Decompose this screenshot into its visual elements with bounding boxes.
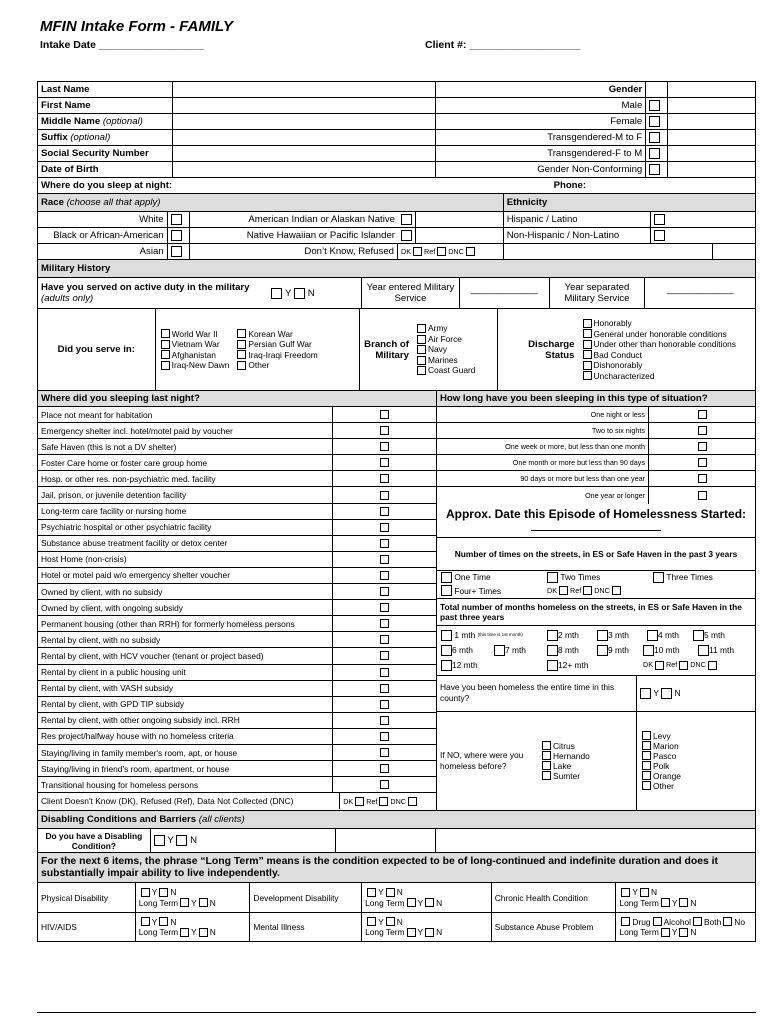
sleeping-option-checkbox[interactable]: [380, 732, 389, 741]
howlong-option-checkbox[interactable]: [698, 458, 707, 467]
active-duty-yes-checkbox[interactable]: [271, 288, 282, 299]
client-number-label: Client #:: [425, 39, 467, 51]
sleeping-dk-checkbox[interactable]: [355, 797, 364, 806]
sleeping-option-checkbox[interactable]: [380, 474, 389, 483]
sleeping-option-label: Rental by client, with GPD TIP subsidy: [38, 697, 333, 712]
discharge-uncharacterized-checkbox[interactable]: [583, 371, 592, 380]
sleeping-option-label: Res project/halfway house with no homeless criteria: [38, 729, 333, 744]
sleeping-ref-checkbox[interactable]: [379, 797, 388, 806]
sleeping-option-label: Hosp. or other res. non-psychiatric med. facility: [38, 471, 333, 486]
disabling-question: Do you have a Disabling Condition?: [38, 829, 151, 852]
gender-ftm-checkbox[interactable]: [649, 148, 660, 159]
war-iraq-new-dawn-checkbox[interactable]: [161, 361, 170, 370]
sleeping-option-checkbox[interactable]: [380, 748, 389, 757]
episode-start-label: Approx. Date this Episode of Homelessness Started:: [445, 506, 747, 521]
times-label: Number of times on the streets, in ES or Safe Haven in the past 3 years: [454, 548, 738, 559]
ethnicity-heading: Ethnicity: [506, 197, 548, 208]
ethnicity-hispanic-checkbox[interactable]: [654, 214, 665, 225]
race-heading: Race: [41, 197, 64, 208]
months-9-checkbox[interactable]: [597, 645, 608, 656]
race-asian-checkbox[interactable]: [171, 246, 182, 257]
months-11-checkbox[interactable]: [698, 645, 709, 656]
months-8-checkbox[interactable]: [547, 645, 558, 656]
intake-form: Last Name Gender First Name Male Middle Name (optional) Female Suffix (optional) Transgendered-M to F Social Security Number Transgendered-F to M Date of Birth Gender Non-Conforming Where do you sleep at night: Phone: Race (choose all that apply) Ethnicity White American Indian or Alaskan Native Hispanic / Latino Black or African-American Native Hawaiian or Pacific Islander Non-Hispanic / Non-Latino Asian Don’t Know, Refused DK Ref DNC Military History Have you served on active duty in the military (adults only) Y N Year entered Military Service ——————— Year separated Military Service ——————— Did you serve in: World War II Vietnam War Afghanistan Iraq-New Dawn Korean War Persian Gulf War Iraq-Iraqi Freedom Other Branch of Military Army Air Force Navy Marines Coast Guard Discharge Status Honorably General under honorable conditions Under other than honorable conditions Bad Conduct Dishonorably Uncharacterized Where did you sleeping last night? Place not meant for habitation Emergency shelter incl. hotel/motel paid by voucher Safe Haven (this is not a DV shelter) Foster Care home or foster care group home Hosp. or other res. non-psychiatric med. facility Jail, prison, or juvenile detention facility Long-term care facility or nursing home Psychiatric hospital or other psychiatric facility Substance abuse treatment facility or detox center Host Home (non-crisis) Hotel or motel paid w/o emergency shelter voucher Owned by client, with no subsidy Owned by client, with ongoing subsidy Permanent housing (other than RRH) for formerly homeless persons Rental by client, with no subsidy Rental by client, with HCV voucher (tenant or project based) Rental by client in a public housing unit Rental by client, with VASH subsidy Rental by client, with GPD TIP subsidy Rental by client, with other ongoing subsidy incl. RRH Res project/halfway house with no homeless criteria Staying/living in family member's room, apt, or house Staying/living in friend's room, apartment, or house Transitional housing for homeless persons Client Doesn't Know (DK), Refused (Ref), Data Not Collected (DNC) DK Ref DNC How long have you been sleeping in this type of situation? One night or less Two to six nights One week or more, but less than one month One month or more but less than 90 days 90 days or more but less than one year One year or longer Approx. Date this Episode of Homelessness Started: Number of times on the streets, in ES or Safe Haven in the past 3 years One Time Two Times Three Times Four+ Times DK Ref DNC Total number of months homeless on the streets, in ES or Safe Haven in the past three years 1 mth (this time is 1st month) 2 mth 3 mth 4 mth 5 mth 6 mth 7 mth 8 mth 9 mth 10 mth 11 mth 12 mth 12+ mth DK Ref DNC Have you been homeless the entire time in this county? Y N If NO, where were you homeless before? Citrus Hernando Lake Sumter Levy Marion Pasco Polk Orange Other Disabling Conditions and Barriers (all clients) Do you have a Disabling Condition? Y N For the next 6 items, the phrase “Long Term” means is the condition expected to be of long-continued and indefinite duration and does it substantially impair ability to live independently. Physical Disability Y N Long Term Y N Development Disability Y N Long Term Y N Chronic Health Condition Y N Long Term Y N HIV/AIDS Y N Long Term Y N Mental Illness Y N Long Term Y N Substance Abuse Problem Drug Alcohol Both No Long Term Y N: [37, 81, 756, 942]
gender-male-label: Male: [436, 98, 646, 113]
months-4-checkbox[interactable]: [647, 630, 658, 641]
disability-0-yes-checkbox[interactable]: [141, 888, 150, 897]
substance-no-checkbox[interactable]: [723, 917, 732, 926]
sleeping-option-label: Rental by client, with VASH subsidy: [38, 681, 333, 696]
intake-date-field[interactable]: __________________: [98, 39, 205, 51]
disability-1-no-checkbox[interactable]: [386, 888, 395, 897]
form-title: MFIN Intake Form - FAMILY: [40, 18, 234, 35]
sleeping-option-row: [38, 632, 436, 648]
entire-time-no-checkbox[interactable]: [661, 688, 672, 699]
sleeping-option-checkbox[interactable]: [380, 442, 389, 451]
disability-4-longterm-no-checkbox[interactable]: [425, 928, 434, 937]
discharge-dishonorably-checkbox[interactable]: [583, 361, 592, 370]
dob-label: Date of Birth: [38, 162, 173, 177]
county-option: Orange: [640, 771, 681, 781]
intake-date-label: Intake Date: [40, 39, 97, 51]
howlong-option-row: [437, 471, 755, 487]
war-persian-gulf-checkbox[interactable]: [237, 340, 246, 349]
year-separated-field[interactable]: ———————: [666, 287, 734, 299]
sleeping-option-checkbox[interactable]: [380, 684, 389, 693]
howlong-option-label: One night or less: [437, 407, 649, 422]
race-black-checkbox[interactable]: [171, 230, 182, 241]
ssn-label: Social Security Number: [38, 146, 173, 161]
disability-3-longterm-no-checkbox[interactable]: [199, 928, 208, 937]
sleeping-location-list: [38, 391, 437, 810]
disability-3-longterm-yes-checkbox[interactable]: [180, 928, 189, 937]
howlong-heading: How long have you been sleeping in this type of situation?: [440, 393, 708, 404]
sleeping-option-label: Jail, prison, or juvenile detention facility: [38, 487, 333, 502]
county-citrus-checkbox[interactable]: [542, 741, 551, 750]
sleeping-option-row: Client Doesn't Know (DK), Refused (Ref), Data Not Collected (DNC) DK Ref DNC: [38, 793, 436, 809]
months-2-checkbox[interactable]: [547, 630, 558, 641]
war-ww2-checkbox[interactable]: [161, 329, 170, 338]
county-option: Other: [640, 781, 674, 791]
times-dk-checkbox[interactable]: [559, 586, 568, 595]
county-option: Marion: [640, 741, 679, 751]
disability-2-longterm-no-checkbox[interactable]: [679, 898, 688, 907]
disability-1-longterm-no-checkbox[interactable]: [425, 898, 434, 907]
sleeping-option-row: [38, 761, 436, 777]
middle-name-field[interactable]: [173, 114, 436, 129]
sleeping-option-checkbox[interactable]: [380, 619, 389, 628]
entire-time-yes-checkbox[interactable]: [640, 688, 651, 699]
disability-0-longterm-no-checkbox[interactable]: [199, 898, 208, 907]
branch-navy-checkbox[interactable]: [417, 345, 426, 354]
year-entered-field[interactable]: ———————: [460, 278, 550, 308]
sleeping-option-row: [38, 455, 436, 471]
disability-3-no-checkbox[interactable]: [159, 917, 168, 926]
sleeping-option-row: [38, 729, 436, 745]
discharge-general-checkbox[interactable]: [583, 329, 592, 338]
dob-field[interactable]: [173, 162, 436, 177]
howlong-option-row: [437, 407, 755, 423]
howlong-option-checkbox[interactable]: [698, 442, 707, 451]
entire-time-question: Have you been homeless the entire time in this county?: [437, 676, 637, 711]
sleeping-option-checkbox[interactable]: [380, 764, 389, 773]
race-ref-checkbox[interactable]: [437, 247, 446, 256]
sleeping-option-label: Rental by client in a public housing unit: [38, 665, 333, 680]
times-four-plus-checkbox[interactable]: [441, 585, 452, 596]
footer-rule: [37, 1012, 756, 1013]
sleeping-option-label: Hotel or motel paid w/o emergency shelter voucher: [38, 568, 333, 583]
sleeping-option-label: Long-term care facility or nursing home: [38, 504, 333, 519]
disabling-yes-checkbox[interactable]: [154, 835, 165, 846]
disability-0-no-checkbox[interactable]: [159, 888, 168, 897]
county-hernando-checkbox[interactable]: [542, 751, 551, 760]
sleeping-option-row: [38, 487, 436, 503]
branch-air-force-checkbox[interactable]: [417, 335, 426, 344]
sleeping-option-label: Owned by client, with ongoing subsidy: [38, 600, 333, 615]
military-heading: Military History: [41, 263, 111, 274]
ethnicity-non-hispanic-checkbox[interactable]: [654, 230, 665, 241]
branch-coast-guard-checkbox[interactable]: [417, 366, 426, 375]
sleeping-option-label: Transitional housing for homeless persons: [38, 777, 333, 792]
disability-2-yes-checkbox[interactable]: [621, 888, 630, 897]
disability-label: Physical Disability: [38, 883, 136, 912]
race-dk-checkbox[interactable]: [413, 247, 422, 256]
county-option: Hernando: [540, 751, 590, 761]
branch-marines-checkbox[interactable]: [417, 356, 426, 365]
sleeping-option-row: [38, 745, 436, 761]
sleeping-option-row: [38, 568, 436, 584]
war-iraq-freedom-checkbox[interactable]: [237, 350, 246, 359]
substance-alcohol-checkbox[interactable]: [653, 917, 662, 926]
war-vietnam-checkbox[interactable]: [161, 340, 170, 349]
sleeping-option-checkbox[interactable]: [380, 458, 389, 467]
sleeping-option-checkbox[interactable]: [380, 716, 389, 725]
county-marion-checkbox[interactable]: [642, 741, 651, 750]
sleeping-option-checkbox[interactable]: [380, 426, 389, 435]
race-white-checkbox[interactable]: [171, 214, 182, 225]
sleeping-option-checkbox[interactable]: [380, 587, 389, 596]
howlong-option-label: One year or longer: [437, 487, 649, 503]
howlong-option-checkbox[interactable]: [698, 491, 707, 500]
sleeping-option-row: [38, 648, 436, 664]
sleeping-option-label: Foster Care home or foster care group home: [38, 455, 333, 470]
first-name-field[interactable]: [173, 98, 436, 113]
sleeping-option-row: [38, 665, 436, 681]
war-afghanistan-checkbox[interactable]: [161, 350, 170, 359]
gender-nonconforming-label: Gender Non-Conforming: [436, 162, 646, 177]
county-option: Pasco: [640, 751, 676, 761]
howlong-option-row: [437, 439, 755, 455]
sleeping-option-row: [38, 584, 436, 600]
sleeping-option-label: Safe Haven (this is not a DV shelter): [38, 439, 333, 454]
sleeping-option-row: [38, 697, 436, 713]
disability-1-longterm-yes-checkbox[interactable]: [407, 898, 416, 907]
times-two-checkbox[interactable]: [547, 572, 558, 583]
months-5-checkbox[interactable]: [693, 630, 704, 641]
sleeping-option-checkbox[interactable]: [380, 603, 389, 612]
previous-county-question: If NO, where were you homeless before?: [440, 749, 524, 771]
months-10-checkbox[interactable]: [643, 645, 654, 656]
sleeping-option-row: [38, 616, 436, 632]
months-1-checkbox[interactable]: [441, 630, 452, 641]
sleeping-option-checkbox[interactable]: [380, 410, 389, 419]
howlong-option-label: 90 days or more but less than one year: [437, 471, 649, 486]
sleeping-option-row: [38, 520, 436, 536]
active-duty-no-checkbox[interactable]: [294, 288, 305, 299]
sleeping-option-row: [38, 439, 436, 455]
form-header: [40, 18, 740, 53]
times-one-checkbox[interactable]: [441, 572, 452, 583]
county-option: Citrus: [540, 741, 575, 751]
months-dk-checkbox[interactable]: [655, 661, 664, 670]
county-lake-checkbox[interactable]: [542, 761, 551, 770]
sleeping-option-label: Client Doesn't Know (DK), Refused (Ref), Data Not Collected (DNC): [38, 793, 340, 809]
times-dnc-checkbox[interactable]: [612, 586, 621, 595]
county-orange-checkbox[interactable]: [642, 771, 651, 780]
howlong-option-label: Two to six nights: [437, 423, 649, 438]
sleeping-option-checkbox[interactable]: [380, 491, 389, 500]
sleeping-option-checkbox[interactable]: [380, 700, 389, 709]
county-levy-checkbox[interactable]: [642, 731, 651, 740]
disability-label: HIV/AIDS: [38, 913, 136, 941]
disabling-no-checkbox[interactable]: [176, 835, 187, 846]
sleeping-option-label: Psychiatric hospital or other psychiatric facility: [38, 520, 333, 535]
disability-label: Substance Abuse Problem: [492, 913, 617, 941]
sleeping-option-label: Rental by client, with HCV voucher (tenant or project based): [38, 648, 333, 663]
phone-label: Phone:: [553, 180, 587, 191]
gender-male-checkbox[interactable]: [649, 100, 660, 111]
race-dnc-checkbox[interactable]: [466, 247, 475, 256]
branch-army-checkbox[interactable]: [417, 324, 426, 333]
disability-label: Development Disability: [250, 883, 362, 912]
disability-0-longterm-yes-checkbox[interactable]: [180, 898, 189, 907]
county-other-checkbox[interactable]: [642, 781, 651, 790]
sleeping-option-label: Substance abuse treatment facility or detox center: [38, 536, 333, 551]
sleeping-option-label: Staying/living in friend's room, apartment, or house: [38, 761, 333, 776]
first-name-label: First Name: [38, 98, 173, 113]
howlong-option-checkbox[interactable]: [698, 410, 707, 419]
sleeping-option-row: [38, 777, 436, 793]
county-option: Lake: [540, 761, 571, 771]
months-ref-checkbox[interactable]: [679, 661, 688, 670]
sleeping-option-row: [38, 423, 436, 439]
sleeping-option-label: Permanent housing (other than RRH) for formerly homeless persons: [38, 616, 333, 631]
sleeping-option-row: [38, 713, 436, 729]
substance-drug-checkbox[interactable]: [621, 917, 630, 926]
gender-label: Gender: [436, 82, 646, 97]
howlong-option-checkbox[interactable]: [698, 426, 707, 435]
months-12plus-checkbox[interactable]: [547, 660, 558, 671]
sleeping-option-checkbox[interactable]: [380, 635, 389, 644]
sleep-tonight-label: Where do you sleep at night:: [41, 180, 173, 191]
disability-3-yes-checkbox[interactable]: [141, 917, 150, 926]
gender-female-label: Female: [436, 114, 646, 129]
discharge-other-than-honorable-checkbox[interactable]: [583, 340, 592, 349]
howlong-option-row: [437, 455, 755, 471]
county-option: Sumter: [540, 771, 580, 781]
howlong-option-label: One week or more, but less than one month: [437, 439, 649, 454]
race-american-indian-checkbox[interactable]: [401, 214, 412, 225]
sleeping-option-checkbox[interactable]: [380, 555, 389, 564]
gender-ftm-label: Transgendered-F to M: [436, 146, 646, 161]
howlong-option-row: [437, 423, 755, 439]
sleeping-dnc-checkbox[interactable]: [408, 797, 417, 806]
sleeping-option-checkbox[interactable]: [380, 507, 389, 516]
gender-nonconforming-checkbox[interactable]: [649, 164, 660, 175]
last-name-field[interactable]: [173, 82, 436, 97]
gender-female-checkbox[interactable]: [649, 116, 660, 127]
disability-4-longterm-yes-checkbox[interactable]: [407, 928, 416, 937]
sleeping-option-row: [38, 471, 436, 487]
county-polk-checkbox[interactable]: [642, 761, 651, 770]
disability-label: Chronic Health Condition: [492, 883, 617, 912]
disability-4-yes-checkbox[interactable]: [367, 917, 376, 926]
howlong-option-checkbox[interactable]: [698, 474, 707, 483]
sleeping-option-checkbox[interactable]: [380, 523, 389, 532]
months-dnc-checkbox[interactable]: [708, 661, 717, 670]
gender-mtf-label: Transgendered-M to F: [436, 130, 646, 145]
sleeping-option-label: Host Home (non-crisis): [38, 552, 333, 567]
county-option: Levy: [640, 731, 671, 741]
substance-longterm-yes-checkbox[interactable]: [661, 928, 670, 937]
months-6-checkbox[interactable]: [441, 645, 452, 656]
sleeping-option-label: Rental by client, with other ongoing subsidy incl. RRH: [38, 713, 333, 728]
sleeping-option-row: [38, 407, 436, 423]
war-korean-checkbox[interactable]: [237, 329, 246, 338]
months-label: Total number of months homeless on the streets, in ES or Safe Haven in the past three years: [440, 601, 742, 622]
sleeping-option-label: Emergency shelter incl. hotel/motel paid by voucher: [38, 423, 333, 438]
discharge-honorably-checkbox[interactable]: [583, 319, 592, 328]
gender-mtf-checkbox[interactable]: [649, 132, 660, 143]
substance-both-checkbox[interactable]: [693, 917, 702, 926]
sleeping-option-label: Staying/living in family member's room, apt, or house: [38, 745, 333, 760]
sleeping-option-checkbox[interactable]: [380, 668, 389, 677]
times-ref-checkbox[interactable]: [583, 586, 592, 595]
suffix-label: Suffix: [41, 132, 68, 143]
county-option: Polk: [640, 761, 669, 771]
times-three-checkbox[interactable]: [653, 572, 664, 583]
disability-1-yes-checkbox[interactable]: [367, 888, 376, 897]
sleeping-heading: Where did you sleeping last night?: [41, 393, 200, 404]
disabling-heading: Disabling Conditions and Barriers: [41, 814, 197, 825]
sleeping-option-label: Rental by client, with no subsidy: [38, 632, 333, 647]
sleeping-option-checkbox[interactable]: [380, 651, 389, 660]
sleeping-option-row: [38, 681, 436, 697]
county-pasco-checkbox[interactable]: [642, 751, 651, 760]
sleeping-option-label: Place not meant for habitation: [38, 407, 333, 422]
substance-longterm-no-checkbox[interactable]: [679, 928, 688, 937]
discharge-bad-conduct-checkbox[interactable]: [583, 350, 592, 359]
sleeping-option-row: [38, 536, 436, 552]
months-7-checkbox[interactable]: [494, 645, 505, 656]
suffix-field[interactable]: [173, 130, 436, 145]
race-pacific-islander-checkbox[interactable]: [401, 230, 412, 241]
disability-2-no-checkbox[interactable]: [640, 888, 649, 897]
county-sumter-checkbox[interactable]: [542, 771, 551, 780]
sleeping-option-label: Owned by client, with no subsidy: [38, 584, 333, 599]
last-name-label: Last Name: [38, 82, 173, 97]
disability-4-no-checkbox[interactable]: [386, 917, 395, 926]
months-12-checkbox[interactable]: [441, 660, 452, 671]
howlong-option-row: [437, 487, 755, 503]
sleeping-option-checkbox[interactable]: [380, 539, 389, 548]
howlong-option-label: One month or more but less than 90 days: [437, 455, 649, 470]
sleeping-option-checkbox[interactable]: [380, 780, 389, 789]
war-other-checkbox[interactable]: [237, 361, 246, 370]
long-term-note: For the next 6 items, the phrase “Long Term” means is the condition expected to be of long-continued and indefinite duration and does it substantially impair ability to live independently.: [41, 855, 718, 879]
client-number-field[interactable]: ___________________: [469, 39, 581, 51]
sleeping-option-row: [38, 600, 436, 616]
months-3-checkbox[interactable]: [597, 630, 608, 641]
episode-start-field[interactable]: [531, 521, 661, 531]
sleeping-option-checkbox[interactable]: [380, 571, 389, 580]
disability-2-longterm-yes-checkbox[interactable]: [661, 898, 670, 907]
middle-name-label: Middle Name: [41, 116, 101, 127]
sleeping-option-row: [38, 504, 436, 520]
disability-label: Mental Illness: [250, 913, 362, 941]
sleeping-option-row: [38, 552, 436, 568]
ssn-field[interactable]: [173, 146, 436, 161]
